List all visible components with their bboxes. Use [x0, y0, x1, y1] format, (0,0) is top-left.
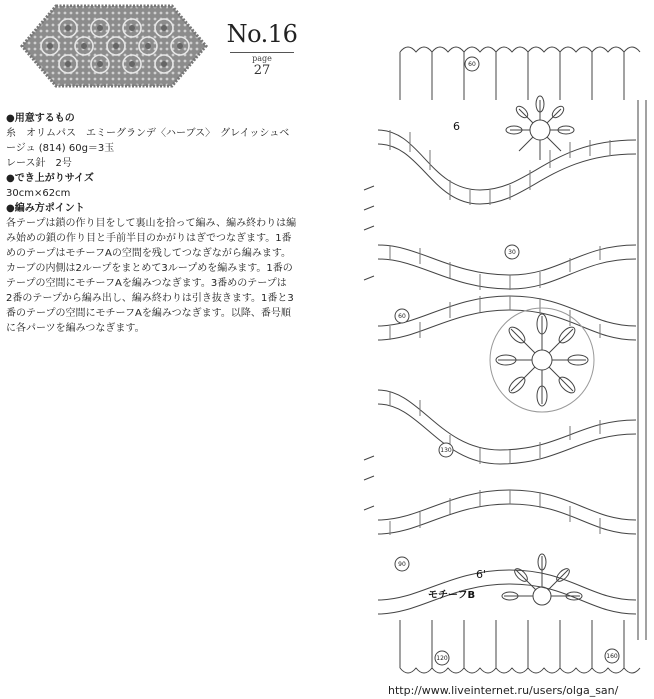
top-loop-fringe	[400, 47, 640, 100]
points-heading: ●編み方ポイント	[6, 203, 85, 214]
motif-b-bottom	[502, 554, 582, 605]
page-label: page	[252, 54, 272, 63]
circle-label: 60	[468, 61, 476, 68]
points-line: テープの空間にモチーフAを編みつなぎます。3番めのテープは	[6, 278, 287, 289]
bottom-loop-fringe	[400, 620, 640, 673]
points-line: めのテープはモチーフAの空間を残してつなぎながら編みます。	[6, 248, 292, 259]
materials-line: 糸 オリムパス エミーグランデ〈ハーブス〉 グレイッシュベ	[6, 128, 290, 139]
size-value: 30cm×62cm	[6, 188, 71, 199]
pattern-number: No.16	[226, 20, 298, 48]
points-line: に各パーツを編みつなぎます。	[6, 323, 145, 334]
circle-label: 120	[436, 655, 448, 662]
motif-a-center	[490, 308, 594, 412]
title-block	[222, 20, 302, 78]
instructions	[6, 111, 302, 336]
circle-label: 60	[398, 313, 406, 320]
circle-label: 160	[606, 653, 618, 660]
materials-line: ージュ (814) 60g＝3玉	[6, 143, 115, 154]
title-rule	[230, 52, 294, 53]
tape-4	[378, 390, 636, 464]
tape-5	[378, 490, 636, 534]
circle-label: 90	[398, 561, 406, 568]
points-line: 各テープは鎖の作り目をして裏山を拾って編み、編み終わりは編	[6, 218, 297, 229]
points-line: 番のテープの空間にモチーフAを編みつなぎます。以降、番号順	[6, 308, 291, 319]
points-line: カーブの内側は2ループをまとめて3ループめを編みます。1番の	[6, 263, 293, 274]
label-six: 6	[453, 120, 460, 133]
label-six-prime: 6'	[476, 568, 487, 581]
circle-label: 130	[440, 447, 452, 454]
points-line: 2番のテープから編み出し、編み終わりは引き抜きます。1番と3	[6, 293, 294, 304]
points-line: み始めの鎖の作り目と手前半目のかがりはぎでつなぎます。1番	[6, 233, 292, 244]
materials-heading: ●用意するもの	[6, 113, 75, 124]
crochet-chart	[360, 40, 654, 680]
doily-photo	[20, 4, 208, 88]
materials-line: レース針 2号	[6, 158, 72, 169]
size-heading: ●でき上がりサイズ	[6, 173, 94, 184]
motif-a-top	[506, 96, 574, 160]
circle-label: 30	[508, 249, 516, 256]
label-motif-b: モチーフB	[428, 590, 476, 601]
tape-1	[378, 130, 636, 204]
tape-3	[378, 296, 636, 340]
source-url: http://www.liveinternet.ru/users/olga_san/	[388, 684, 619, 697]
page-number: 27	[253, 63, 271, 78]
